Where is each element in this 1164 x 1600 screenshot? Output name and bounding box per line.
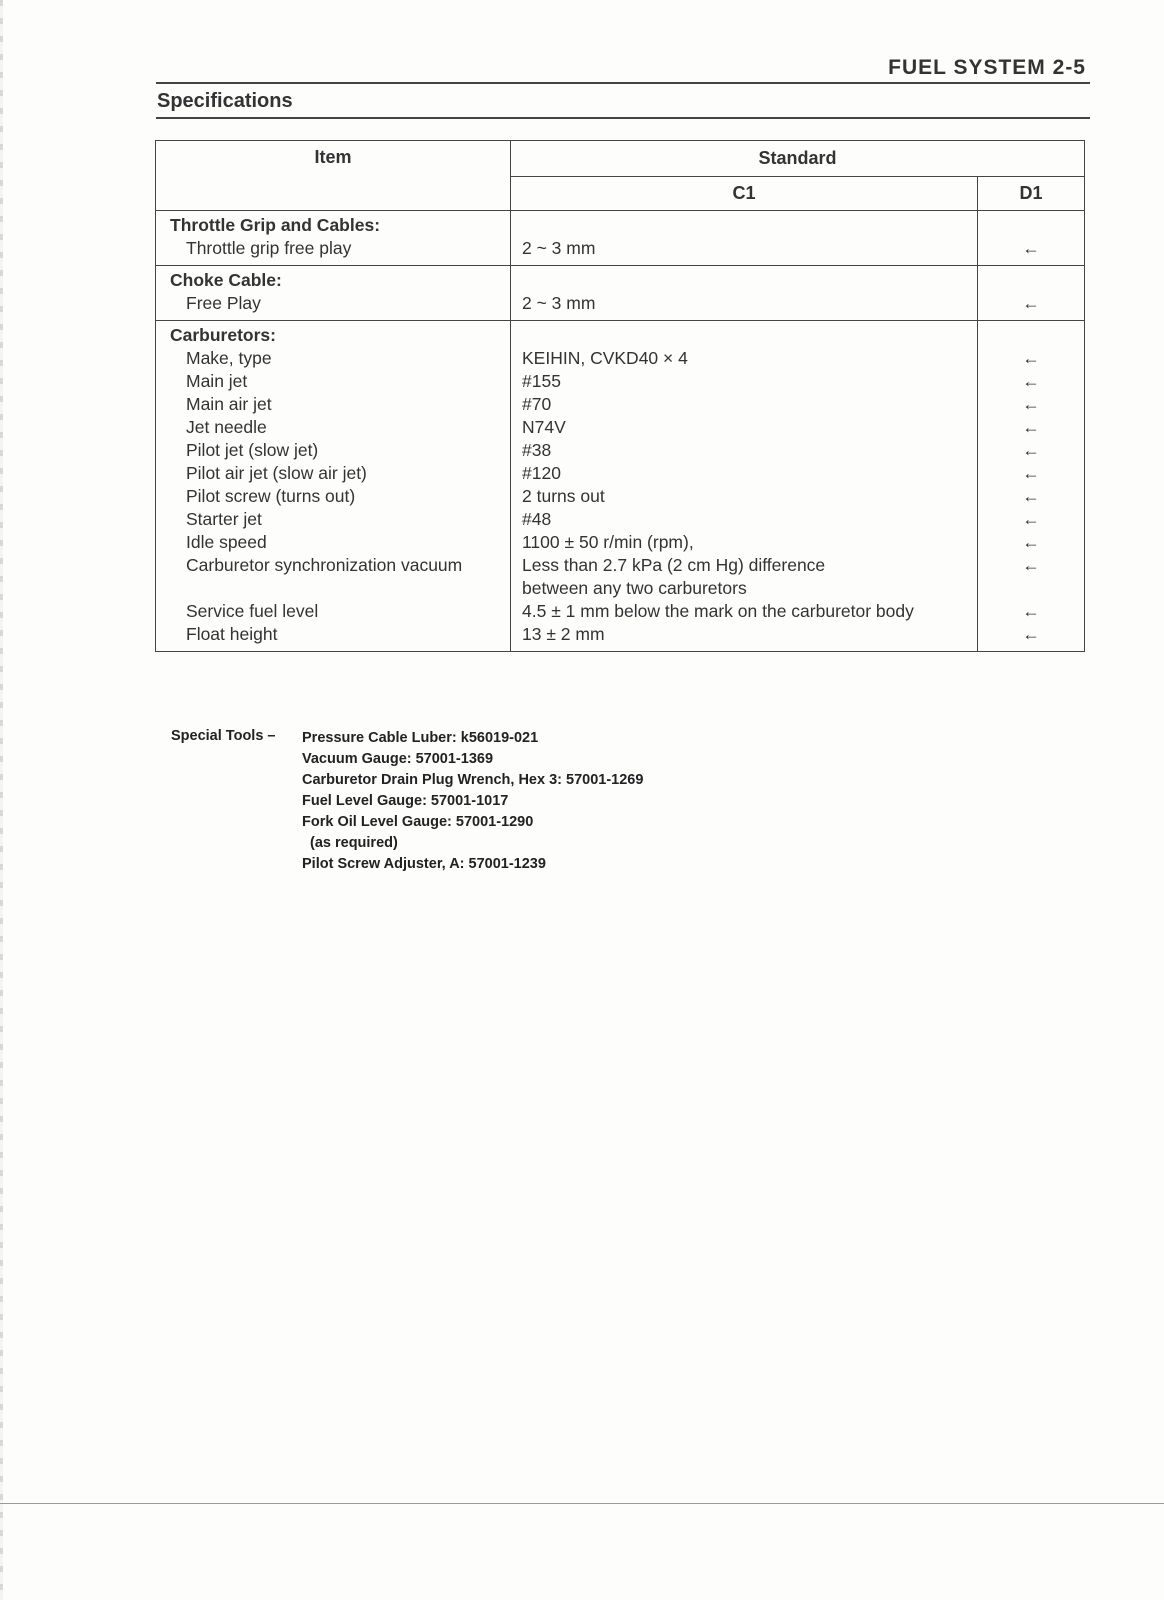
section-rule [156, 117, 1090, 119]
column-header-d1: D1 [978, 176, 1085, 211]
header-rule [156, 82, 1090, 84]
c1-cell [511, 211, 978, 266]
d1-cell [978, 211, 1085, 266]
item-label: Jet needle [186, 417, 267, 437]
item-cell [156, 321, 511, 652]
c1-value: #38 [522, 440, 552, 460]
c1-value: 2 turns out [522, 486, 605, 506]
item-label: Starter jet [186, 509, 262, 529]
item-label: Carburetor synchronization vacuum [186, 555, 463, 575]
c1-value-continued: between any two carburetors [522, 578, 747, 598]
special-tool-item: Pilot Screw Adjuster, A: 57001-1239 [302, 856, 546, 872]
d1-same-arrow: ← [1022, 238, 1040, 258]
d1-same-arrow: ← [1022, 293, 1040, 313]
special-tool-item: Carburetor Drain Plug Wrench, Hex 3: 57001-1269 [302, 772, 644, 788]
c1-value: KEIHIN, CVKD40 × 4 [522, 348, 688, 368]
group-title: Choke Cable: [170, 270, 282, 290]
d1-same-arrow: ← [1022, 532, 1040, 552]
c1-value: 2 ~ 3 mm [522, 293, 596, 313]
c1-cell [511, 266, 978, 321]
item-label: Free Play [186, 293, 261, 313]
c1-value: N74V [522, 417, 566, 437]
c1-cell [511, 321, 978, 652]
c1-value: Less than 2.7 kPa (2 cm Hg) difference [522, 555, 826, 575]
d1-same-arrow: ← [1022, 486, 1040, 506]
item-label: Pilot air jet (slow air jet) [186, 463, 367, 483]
item-label: Make, type [186, 348, 272, 368]
d1-same-arrow: ← [1022, 624, 1040, 644]
c1-value: #48 [522, 509, 552, 529]
special-tool-item: Pressure Cable Luber: k56019-021 [302, 730, 539, 746]
scan-left-edge [0, 0, 3, 1600]
d1-same-arrow: ← [1022, 394, 1040, 414]
column-header-c1: C1 [511, 176, 978, 211]
item-label: Float height [186, 624, 278, 644]
running-head: FUEL SYSTEM 2-5 [888, 56, 1086, 79]
special-tools-label: Special Tools – [171, 728, 276, 744]
item-cell [156, 266, 511, 321]
item-label: Main air jet [186, 394, 272, 414]
column-header-item: Item [156, 141, 511, 211]
specifications-table [155, 140, 1085, 652]
special-tool-item: Fork Oil Level Gauge: 57001-1290 [302, 814, 534, 830]
item-label: Pilot screw (turns out) [186, 486, 356, 506]
item-label: Idle speed [186, 532, 267, 552]
page-bottom-rule [0, 1503, 1164, 1504]
item-label: Pilot jet (slow jet) [186, 440, 319, 460]
d1-cell [978, 266, 1085, 321]
d1-same-arrow: ← [1022, 463, 1040, 483]
c1-value: 4.5 ± 1 mm below the mark on the carburetor body [522, 601, 914, 621]
special-tool-item: Fuel Level Gauge: 57001-1017 [302, 793, 509, 809]
item-cell [156, 211, 511, 266]
table-row-group [156, 321, 1085, 652]
d1-same-arrow: ← [1022, 440, 1040, 460]
c1-value: 2 ~ 3 mm [522, 238, 596, 258]
special-tool-note: (as required) [310, 835, 398, 851]
d1-same-arrow: ← [1022, 509, 1040, 529]
d1-same-arrow: ← [1022, 371, 1040, 391]
d1-same-arrow: ← [1022, 601, 1040, 621]
item-label: Main jet [186, 371, 248, 391]
c1-value: #70 [522, 394, 552, 414]
c1-value: #155 [522, 371, 561, 391]
table-row-group [156, 211, 1085, 266]
special-tool-item: Vacuum Gauge: 57001-1369 [302, 751, 494, 767]
group-title: Carburetors: [170, 325, 276, 345]
c1-value: 13 ± 2 mm [522, 624, 605, 644]
c1-value: 1100 ± 50 r/min (rpm), [522, 532, 694, 552]
column-header-standard: Standard [511, 141, 1085, 177]
table-header-row [156, 141, 1085, 177]
special-tools-list [302, 728, 722, 875]
d1-same-arrow: ← [1022, 555, 1040, 575]
group-title: Throttle Grip and Cables: [170, 215, 381, 235]
d1-same-arrow: ← [1022, 348, 1040, 368]
table-row-group [156, 266, 1085, 321]
c1-value: #120 [522, 463, 561, 483]
item-label: Throttle grip free play [186, 238, 352, 258]
d1-same-arrow: ← [1022, 417, 1040, 437]
item-label: Service fuel level [186, 601, 319, 621]
d1-cell [978, 321, 1085, 652]
section-title: Specifications [157, 90, 293, 112]
